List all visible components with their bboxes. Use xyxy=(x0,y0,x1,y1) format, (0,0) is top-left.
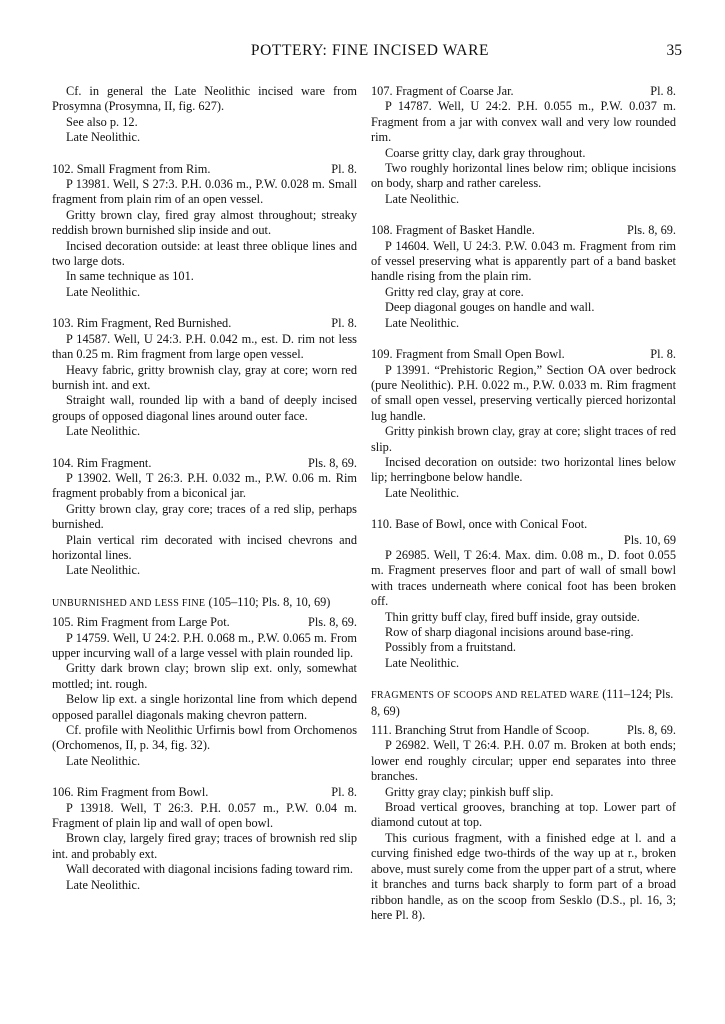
entry-paragraph: Heavy fabric, gritty brownish clay, gray at core; worn red burnish int. and ext. xyxy=(52,362,357,392)
entry-paragraph: Below lip ext. a single horizontal line from which depend opposed parallel diagonals making chevron pattern. xyxy=(52,692,357,722)
entry-title: 109. Fragment from Small Open Bowl. xyxy=(371,347,565,362)
plate-reference: Pl. 8. xyxy=(331,161,357,176)
section-caps: UNBURNISHED AND LESS FINE xyxy=(52,597,206,609)
section-range: (111–124; Pls. 8, 69) xyxy=(371,687,674,718)
entry-heading xyxy=(371,723,676,738)
entries-group-3 xyxy=(371,84,676,671)
entry-paragraph: Late Neolithic. xyxy=(66,424,141,439)
entry-paragraph: Late Neolithic. xyxy=(66,284,141,299)
entry-paragraph: Gritty brown clay, gray core; traces of a red slip, perhaps burnished. xyxy=(52,501,357,532)
entry-title: 105. Rim Fragment from Large Pot. xyxy=(52,615,230,630)
plate-reference: Pl. 8. xyxy=(650,84,676,98)
right-column xyxy=(371,84,676,923)
entry-paragraph: Straight wall, rounded lip with a band of deeply incised groups of opposed diagonal lines around outer face. xyxy=(52,393,357,423)
plate-reference: Pls. 10, 69 xyxy=(623,532,676,547)
entry-paragraph: Late Neolithic. xyxy=(66,753,141,768)
entry-paragraph: Plain vertical rim decorated with incised chevrons and horizontal lines. xyxy=(52,532,357,562)
section-heading-scoops xyxy=(371,687,676,719)
entry-heading xyxy=(371,223,676,238)
entry-title: 106. Rim Fragment from Bowl. xyxy=(52,785,209,800)
entry-heading xyxy=(371,517,676,548)
entry-paragraph: P 14759. Well, U 24:2. P.H. 0.068 m., P.W. 0.065 m. From upper incurving wall of a large vessel with plain rounded lip. xyxy=(52,630,357,660)
entry-paragraph: Gritty red clay, gray at core. xyxy=(385,284,524,299)
entry-paragraph: Coarse gritty clay, dark gray throughout. xyxy=(385,145,586,160)
entry-paragraph: Broad vertical grooves, branching at top. Lower part of diamond cutout at top. xyxy=(371,800,676,830)
intro-paragraph: Late Neolithic. xyxy=(66,130,141,145)
entry-paragraph: Gritty gray clay; pinkish buff slip. xyxy=(385,784,554,799)
plate-reference: Pls. 8, 69. xyxy=(307,615,357,630)
section-heading-unburnished xyxy=(52,595,357,611)
catalog-entry xyxy=(52,162,357,301)
entry-title: 103. Rim Fragment, Red Burnished. xyxy=(52,316,232,331)
entry-paragraph: P 14587. Well, U 24:3. P.H. 0.042 m., est. D. rim not less than 0.25 m. Rim fragment from large open vessel. xyxy=(52,331,357,362)
entry-paragraph: Brown clay, largely fired gray; traces of brownish red slip int. and probably ext. xyxy=(52,831,357,861)
catalog-entry xyxy=(52,785,357,893)
entry-heading xyxy=(52,785,357,800)
catalog-entry xyxy=(371,347,676,501)
entry-paragraph: In same technique as 101. xyxy=(66,269,194,284)
entry-heading xyxy=(52,162,357,177)
plate-reference: Pls. 8, 69. xyxy=(626,223,676,238)
entry-paragraph: P 13902. Well, T 26:3. P.H. 0.032 m., P.W. 0.06 m. Rim fragment probably from a biconical jar. xyxy=(52,470,357,501)
entry-heading xyxy=(52,456,357,471)
catalog-entry xyxy=(52,316,357,439)
plate-reference: Pls. 8, 69. xyxy=(307,455,357,470)
entry-paragraph: Gritty pinkish brown clay, gray at core; slight traces of red slip. xyxy=(371,424,676,454)
entry-paragraph: Cf. profile with Neolithic Urfirnis bowl from Orchomenos (Orchomenos, II, p. 34, fig. 32). xyxy=(52,723,357,753)
entry-paragraph: Late Neolithic. xyxy=(66,877,141,892)
plate-reference: Pl. 8. xyxy=(331,316,357,331)
entry-paragraph: Thin gritty buff clay, fired buff inside, gray outside. xyxy=(385,609,640,624)
entry-title: 111. Branching Strut from Handle of Scoop. xyxy=(371,723,590,738)
catalog-entry xyxy=(371,223,676,331)
entries-group-2 xyxy=(52,615,357,893)
entry-heading xyxy=(52,615,357,630)
entry-paragraph: P 26985. Well, T 26:4. Max. dim. 0.08 m., D. foot 0.055 m. Fragment preserves floor and part of wall of small bowl with traces underneath where conical foot has been broken off. xyxy=(371,547,676,609)
entry-title: 102. Small Fragment from Rim. xyxy=(52,161,211,176)
intro-paragraph: See also p. 12. xyxy=(66,114,138,129)
running-title: POTTERY: FINE INCISED WARE xyxy=(250,42,490,59)
catalog-entry xyxy=(52,615,357,769)
catalog-entry xyxy=(52,456,357,579)
catalog-entry xyxy=(371,723,676,923)
entry-paragraph: Deep diagonal gouges on handle and wall. xyxy=(385,300,595,315)
entry-paragraph: P 13918. Well, T 26:3. P.H. 0.057 m., P.W. 0.04 m. Fragment of plain lip and wall of open bowl. xyxy=(52,800,357,831)
page-number: 35 xyxy=(666,42,682,59)
entry-title: 108. Fragment of Basket Handle. xyxy=(371,223,535,238)
section-caps: FRAGMENTS OF SCOOPS AND RELATED WARE xyxy=(371,690,600,702)
entry-paragraph: P 13991. “Prehistoric Region,” Section OA over bedrock (pure Neolithic). P.H. 0.022 m., P.W. 0.033 m. Rim fragment of small open vessel, preserving vertically pierced horizontal lug handle. xyxy=(371,362,676,423)
entry-paragraph: Incised decoration outside: at least three oblique lines and two large dots. xyxy=(52,238,357,269)
entry-title: 107. Fragment of Coarse Jar. xyxy=(371,84,514,98)
running-header xyxy=(52,42,688,62)
entry-paragraph: This curious fragment, with a finished edge at l. and a curving finished edge two-thirds of the way up at r., broken above, must surely come from the upper part of a strut, where it branches and turns back sharply to form part of a broad ribbon handle, as on the scoop from Sesklo (D.S., pl. 16, 3; here Pl. 8). xyxy=(371,830,676,922)
intro-paragraph: Cf. in general the Late Neolithic incised ware from Prosymna (Prosymna, II, fig. 627). xyxy=(52,84,357,114)
intro-block xyxy=(52,84,357,146)
entry-paragraph: Wall decorated with diagonal incisions fading toward rim. xyxy=(66,862,353,877)
plate-reference: Pl. 8. xyxy=(331,785,357,800)
entry-paragraph: Late Neolithic. xyxy=(385,191,460,206)
catalog-entry xyxy=(371,84,676,207)
section-range: (105–110; Pls. 8, 10, 69) xyxy=(208,594,331,609)
entry-paragraph: Two roughly horizontal lines below rim; oblique incisions on body, sharp and rather careless. xyxy=(371,161,676,191)
entry-paragraph: Late Neolithic. xyxy=(385,485,460,500)
entry-paragraph: Row of sharp diagonal incisions around base-ring. xyxy=(385,625,634,639)
entry-paragraph: Late Neolithic. xyxy=(385,315,460,330)
entry-paragraph: P 14604. Well, U 24:3. P.W. 0.043 m. Fragment from rim of vessel preserving what is apparently part of a band basket handle rising from the plain rim. xyxy=(371,238,676,284)
entry-paragraph: P 26982. Well, T 26:4. P.H. 0.07 m. Broken at both ends; lower end roughly circular; upper end separates into three branches. xyxy=(371,738,676,784)
entry-title: 104. Rim Fragment. xyxy=(52,455,152,470)
plate-reference: Pls. 8, 69. xyxy=(626,723,676,738)
entries-group-4 xyxy=(371,723,676,923)
entry-heading xyxy=(371,84,676,99)
entry-paragraph: Gritty dark brown clay; brown slip ext. only, somewhat mottled; int. rough. xyxy=(52,661,357,691)
left-column xyxy=(52,84,357,893)
entry-paragraph: Late Neolithic. xyxy=(385,655,460,670)
entry-paragraph: P 13981. Well, S 27:3. P.H. 0.036 m., P.W. 0.028 m. Small fragment from plain rim of an open vessel. xyxy=(52,177,357,207)
entry-paragraph: Possibly from a fruitstand. xyxy=(385,640,516,655)
entry-paragraph: Incised decoration on outside: two horizontal lines below lip; herringbone below handle. xyxy=(371,454,676,485)
entry-heading xyxy=(52,316,357,331)
entry-title: 110. Base of Bowl, once with Conical Foot. xyxy=(371,517,588,532)
catalog-entry xyxy=(371,517,676,671)
entry-paragraph: P 14787. Well, U 24:2. P.H. 0.055 m., P.W. 0.037 m. Fragment from a jar with convex wall and very low rounded rim. xyxy=(371,99,676,145)
entries-group-1 xyxy=(52,162,357,579)
entry-heading xyxy=(371,347,676,362)
entry-paragraph: Late Neolithic. xyxy=(66,563,141,578)
entry-paragraph: Gritty brown clay, fired gray almost throughout; streaky reddish brown burnished slip inside and out. xyxy=(52,207,357,238)
plate-reference: Pl. 8. xyxy=(650,347,676,362)
